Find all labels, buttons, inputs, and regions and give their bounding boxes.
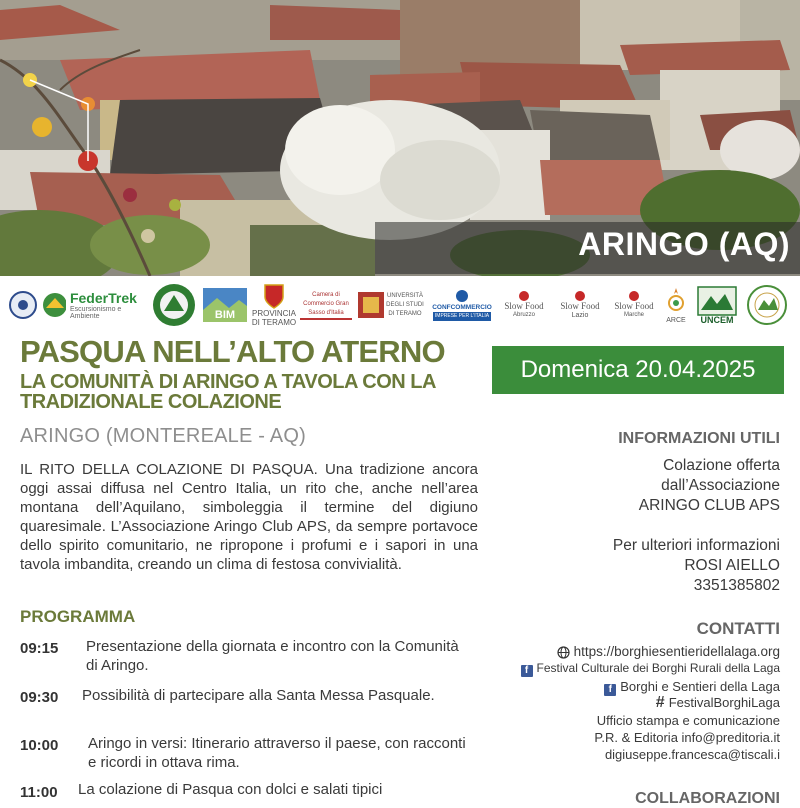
hashtag-text: FestivalBorghiLaga <box>668 695 780 710</box>
facebook-festival-label[interactable]: Festival Culturale dei Borghi Rurali della Laga <box>536 661 780 675</box>
slow-food-abruzzo-sub: Abruzzo <box>512 312 535 318</box>
federtrek-sub: Escursionismo e Ambiente <box>69 306 122 320</box>
program-time: 10:00 <box>20 737 59 754</box>
hashtag-line <box>656 694 780 711</box>
facebook-icon: f <box>604 684 616 696</box>
info-line: ARINGO CLUB APS <box>638 497 780 514</box>
collaborazioni-heading: COLLABORAZIONI <box>635 790 780 807</box>
website-url[interactable]: https://borghiesentieridellalaga.org <box>573 644 780 659</box>
globe-icon <box>557 646 570 659</box>
event-date-badge: Domenica 20.04.2025 <box>492 346 784 394</box>
slow-food-lazio-logo <box>554 276 606 334</box>
arce-title: ARCE <box>666 316 686 324</box>
emblem-logo <box>8 276 38 334</box>
intro-paragraph: IL RITO DELLA COLAZIONE DI PASQUA. Una tradizione ancora oggi assai diffusa nel Centro Italia, un rito che, anche nell’area montana dell’Aquilano, simboleggia il termine del digiuno quaresimale. L’Associazione Aringo Club APS, da sempre portavoce dello spirito comunitario, ne ripropone i profumi e i sapori in una tavola imbandita, creando un clima di festosa convivialità. <box>20 461 478 573</box>
place-name: ARINGO (AQ) <box>578 226 790 262</box>
facebook-icon: f <box>521 665 533 677</box>
program-text: Possibilità di partecipare alla Santa Messa Pasquale. <box>82 687 435 704</box>
uncem-logo <box>694 276 740 334</box>
confcommercio-logo <box>432 276 492 334</box>
slow-food-lazio-title: Slow Food <box>560 301 600 311</box>
program-text: Aringo in versi: Itinerario attraverso il paese, con racconti e ricordi in ottava rima. <box>88 735 466 771</box>
provincia-teramo-title: PROVINCIA DI TERAMO <box>251 309 297 327</box>
contact-person: ROSI AIELLO <box>684 557 780 574</box>
national-park-logo <box>150 276 198 334</box>
provincia-teramo-logo <box>251 276 297 334</box>
slow-food-marche-title: Slow Food <box>614 301 654 311</box>
program-text: La colazione di Pasqua con dolci e salati tipici <box>78 781 383 798</box>
confcommercio-sub: IMPRESE PER L'ITALIA <box>434 313 490 319</box>
info-line: Colazione offerta <box>663 457 780 474</box>
sponsor-logos <box>0 276 800 334</box>
slow-food-marche-logo <box>608 276 660 334</box>
camera-commercio-title: Camera di Commercio Gran Sasso d'Italia <box>300 291 352 320</box>
contact-phone[interactable]: 3351385802 <box>693 577 780 594</box>
federtrek-title: FederTrek <box>69 290 137 306</box>
press-editoria-line[interactable]: P.R. & Editoria info@preditoria.it <box>594 730 780 745</box>
program-time: 09:30 <box>20 689 59 706</box>
slow-food-abruzzo-logo <box>498 276 550 334</box>
slow-food-marche-sub: Marche <box>623 312 644 318</box>
event-subtitle: LA COMUNITÀ DI ARINGO A TAVOLA CON LA TRADIZIONALE COLAZIONE <box>20 371 436 413</box>
program-time: 09:15 <box>20 640 59 657</box>
universita-teramo-logo <box>356 276 426 334</box>
slow-food-lazio-sub: Lazio <box>571 312 589 319</box>
universita-teramo-title: UNIVERSITÀ DEGLI STUDI DI TERAMO <box>386 292 424 317</box>
facebook-borghi-label[interactable]: Borghi e Sentieri della Laga <box>620 679 780 694</box>
press-email-line[interactable]: digiuseppe.francesca@tiscali.i <box>604 747 780 762</box>
press-office-line: Ufficio stampa e comunicazione <box>596 713 780 728</box>
circle-badge-logo <box>744 276 790 334</box>
slow-food-abruzzo-title: Slow Food <box>504 301 544 311</box>
uncem-title: UNCEM <box>700 314 734 325</box>
program-text: Presentazione della giornata e incontro con la Comunità di Aringo. <box>86 638 459 674</box>
hashtag-icon: # <box>655 694 665 711</box>
confcommercio-title: CONFCOMMERCIO <box>432 304 492 311</box>
arce-logo <box>662 276 690 334</box>
bim-title: BIM <box>214 309 236 321</box>
event-title: PASQUA NELL’ALTO ATERNO <box>20 334 445 369</box>
contatti-heading: CONTATTI <box>696 619 780 638</box>
camera-commercio-logo <box>300 276 352 334</box>
event-location: ARINGO (MONTEREALE - AQ) <box>20 425 306 447</box>
website-link[interactable] <box>557 643 780 660</box>
bim-logo <box>202 276 248 334</box>
info-line: Per ulteriori informazioni <box>612 537 780 554</box>
info-line: dall’Associazione <box>661 477 780 494</box>
info-heading: INFORMAZIONI UTILI <box>618 430 780 447</box>
facebook-link-festival[interactable] <box>521 660 780 677</box>
program-time: 11:00 <box>20 784 58 801</box>
programma-heading: PROGRAMMA <box>20 607 136 626</box>
federtrek-logo <box>42 276 146 334</box>
